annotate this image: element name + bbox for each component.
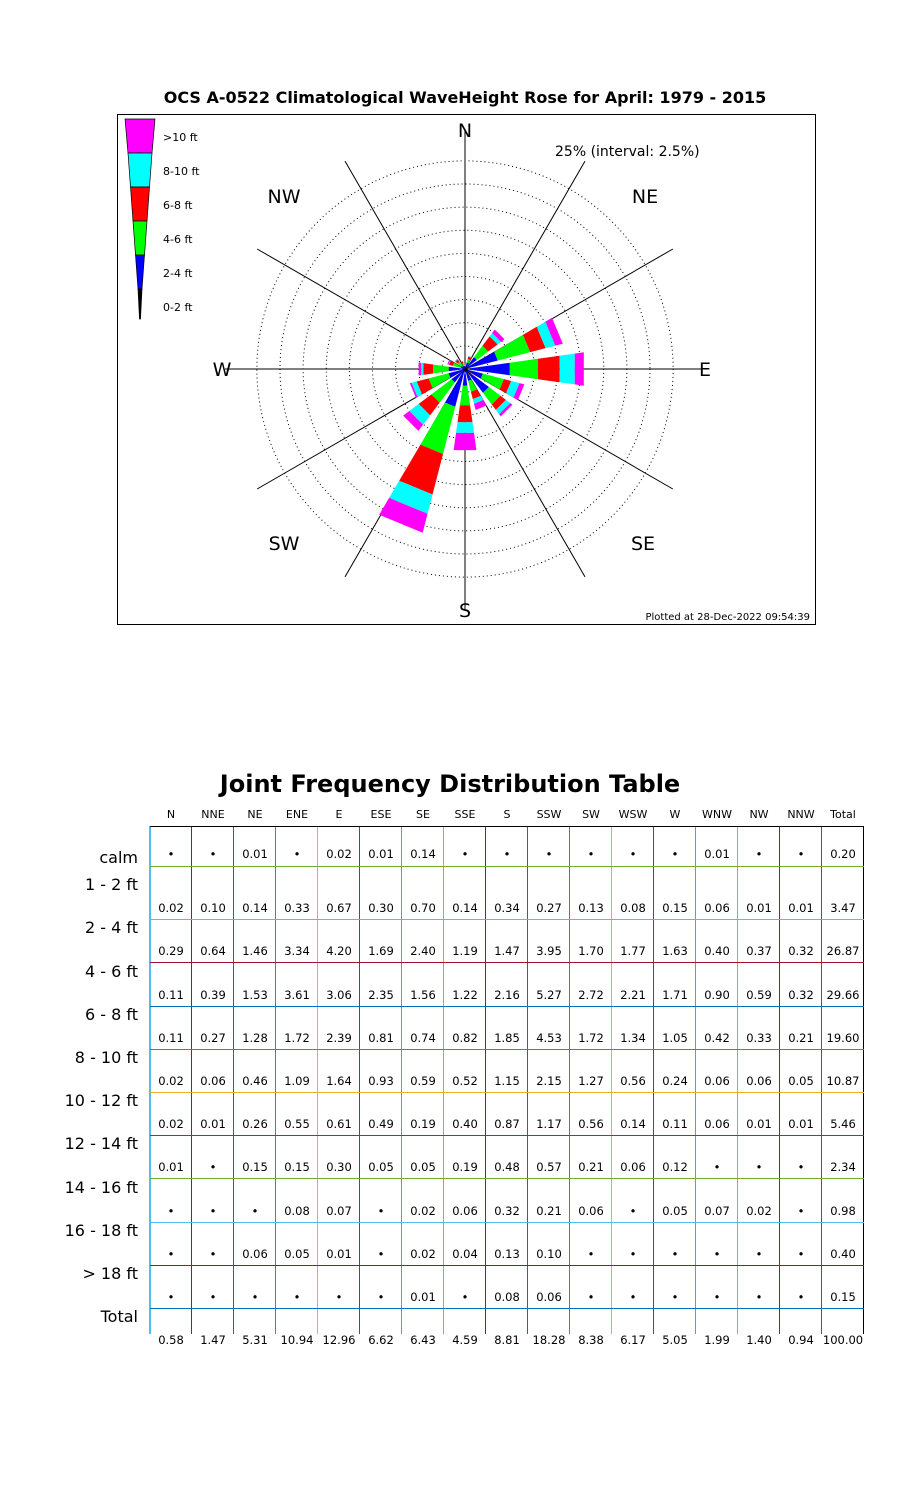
column-header: SW [582,808,600,821]
table-cell: 0.01 [200,1117,226,1132]
table-cell: 1.56 [410,987,436,1002]
grid-line [150,919,864,920]
table-cell: • [671,847,679,861]
table-cell: 5.31 [242,1333,268,1348]
table-cell: 0.02 [158,1074,184,1088]
table-cell: 0.06 [620,1160,646,1175]
rose-bar-e-bin5 [575,352,584,385]
rose-bar-s-bin3 [458,405,473,422]
table-cell: • [377,1246,385,1261]
table-cell: 0.14 [410,847,436,861]
table-cell: • [587,1290,595,1304]
table-cell: 0.06 [200,1074,226,1088]
rose-title: OCS A-0522 Climatological WaveHeight Rose for April: 1979 - 2015 [163,88,767,107]
table-cell: 5.05 [662,1333,688,1348]
legend-label: 4-6 ft [163,233,193,246]
table-cell: 0.64 [200,944,226,959]
table-cell: 0.06 [578,1203,604,1218]
table-cell: 0.32 [788,944,814,959]
table-cell: 0.06 [704,901,730,916]
table-cell: 0.11 [662,1117,688,1132]
table-cell: 1.72 [578,1030,604,1045]
table-cell: 4.53 [536,1030,562,1045]
table-cell: • [671,1290,679,1304]
table-cell: 3.47 [830,901,856,916]
table-cell: 0.01 [704,847,730,861]
table-cell: 0.14 [620,1117,646,1132]
table-cell: • [209,1160,217,1175]
table-cell: 0.01 [788,901,814,916]
plot-timestamp: Plotted at 28-Dec-2022 09:54:39 [645,612,810,623]
table-cell: 10.94 [280,1333,314,1348]
compass-label-nw: NW [267,186,301,208]
table-cell: 0.15 [662,901,688,916]
rose-bar-s-bin4 [456,422,474,433]
table-cell: 2.35 [368,987,394,1002]
table-cell: 0.19 [452,1160,478,1175]
row-label: 6 - 8 ft [84,1004,138,1024]
table-cell: 2.34 [830,1160,856,1175]
table-cell: • [209,847,217,861]
table-cell: 0.11 [158,1030,184,1045]
legend-label: 0-2 ft [163,301,193,314]
table-cell: 2.15 [536,1074,562,1088]
table-cell: 0.01 [788,1117,814,1132]
table-cell: 0.70 [410,901,436,916]
table-cell: • [797,1203,805,1218]
table-cell: 0.56 [620,1074,646,1088]
table-cell: 1.53 [242,987,268,1002]
table-cell: • [755,1290,763,1304]
table-cell: 0.01 [326,1246,352,1261]
table-cell: 4.20 [326,944,352,959]
table-cell: 0.05 [788,1074,814,1088]
column-header: W [669,808,681,821]
table-cell: 0.02 [326,847,352,861]
table-cell: 0.90 [704,987,730,1002]
table-cell: 1.27 [578,1074,604,1088]
table-cell: 0.24 [662,1074,688,1088]
column-header: WSW [618,808,648,821]
table-cell: 0.21 [788,1030,814,1045]
table-cell: 0.48 [494,1160,520,1175]
table-cell: 0.04 [452,1246,478,1261]
table-cell: 1.05 [662,1030,688,1045]
table-cell: • [755,1160,763,1175]
table-cell: 29.66 [826,987,860,1002]
row-label: 1 - 2 ft [84,875,138,895]
table-cell: 0.01 [158,1160,184,1175]
table-cell: 0.55 [284,1117,310,1132]
table-cell: 0.02 [410,1203,436,1218]
table-cell: 1.19 [452,944,478,959]
table-cell: 0.10 [200,901,226,916]
grid-line [150,962,864,963]
row-label: 4 - 6 ft [84,961,138,981]
table-cell: 1.99 [704,1333,730,1348]
table-cell: 0.05 [662,1203,688,1218]
rose-bar-n-bin2 [464,365,465,366]
rose-bar-w-bin4 [421,363,423,375]
table-cell: 6.62 [368,1333,394,1348]
table-cell: 0.07 [704,1203,730,1218]
table-cell: 0.19 [410,1117,436,1132]
column-header: NNE [201,808,225,821]
table-cell: 0.06 [242,1246,268,1261]
table-cell: 1.34 [620,1030,646,1045]
table-cell: 0.02 [410,1246,436,1261]
table-cell: 1.63 [662,944,688,959]
rose-bar-n-bin3 [464,364,465,365]
table-cell: 0.37 [746,944,772,959]
table-cell: 100.00 [822,1333,864,1348]
table-cell: 0.26 [242,1117,268,1132]
table-cell: 0.01 [368,847,394,861]
table-cell: 19.60 [826,1030,860,1045]
table-cell: 0.40 [704,944,730,959]
table-cell: 1.85 [494,1030,520,1045]
legend-swatch [125,119,155,153]
rose-bar-s-bin2 [460,386,470,406]
table-cell: 0.32 [494,1203,520,1218]
table-cell: 0.06 [536,1290,562,1304]
legend-label: 6-8 ft [163,199,193,212]
grid-line [150,826,864,827]
compass-label-sw: SW [268,533,300,555]
rose-bar-w-bin3 [423,363,433,375]
table-cell: 0.05 [410,1160,436,1175]
table-cell: 0.15 [284,1160,310,1175]
table-cell: 0.01 [242,847,268,861]
table-cell: 0.01 [746,1117,772,1132]
table-cell: 0.52 [452,1074,478,1088]
grid-line [150,1049,864,1050]
column-header: S [503,808,511,821]
table-cell: 0.01 [746,901,772,916]
table-cell: 0.05 [284,1246,310,1261]
table-cell: 2.16 [494,987,520,1002]
table-cell: 26.87 [826,944,860,959]
table-cell: • [797,1290,805,1304]
table-cell: 1.70 [578,944,604,959]
table-cell: 0.82 [452,1030,478,1045]
table-cell: 10.87 [826,1074,860,1088]
grid-spoke [345,161,465,369]
table-cell: 3.34 [284,944,310,959]
table-cell: 6.43 [410,1333,436,1348]
table-cell: • [587,847,595,861]
table-cell: 0.06 [746,1074,772,1088]
table-cell: 2.39 [326,1030,352,1045]
table-cell: • [167,847,175,861]
table-cell: • [545,847,553,861]
table-cell: • [209,1246,217,1261]
rose-bar-e-bin4 [560,354,575,385]
table-cell: 3.95 [536,944,562,959]
table-cell: 0.13 [494,1246,520,1261]
table-cell: 0.02 [746,1203,772,1218]
table-cell: • [503,847,511,861]
table-cell: 4.59 [452,1333,478,1348]
table-title: Joint Frequency Distribution Table [219,770,681,798]
row-label: 8 - 10 ft [74,1048,138,1067]
table-cell: 0.59 [410,1074,436,1088]
table-cell: • [713,1160,721,1175]
column-header: Total [830,808,856,821]
table-cell: 0.42 [704,1030,730,1045]
grid-line [150,1135,864,1136]
legend-swatch [136,255,145,289]
table-cell: 0.30 [326,1160,352,1175]
grid-line [150,1006,864,1007]
table-cell: 0.87 [494,1117,520,1132]
table-cell: 1.77 [620,944,646,959]
table-cell: • [755,847,763,861]
table-cell: 0.33 [284,901,310,916]
table-cell: 0.02 [158,1117,184,1132]
column-header: SE [416,808,430,821]
table-cell: • [293,847,301,861]
column-header: NNW [787,808,815,821]
table-cell: • [587,1246,595,1261]
table-cell: 0.14 [452,901,478,916]
grid-line [150,1265,864,1266]
table-cell: 1.40 [746,1333,772,1348]
grid-line [150,1222,864,1223]
table-cell: 1.64 [326,1074,352,1088]
column-header: NE [247,808,263,821]
column-header: ESE [370,808,392,821]
legend-label: 2-4 ft [163,267,193,280]
table-cell: 0.10 [536,1246,562,1261]
table-cell: • [713,1246,721,1261]
table-cell: 1.09 [284,1074,310,1088]
table-cell: 0.30 [368,901,394,916]
table-cell: • [713,1290,721,1304]
column-header: NW [749,808,769,821]
table-cell: 0.06 [704,1117,730,1132]
table-cell: 0.34 [494,901,520,916]
table-cell: 0.49 [368,1117,394,1132]
legend-swatch [133,221,147,255]
table-cell: • [377,1203,385,1218]
table-cell: 0.05 [368,1160,394,1175]
table-cell: 0.33 [746,1030,772,1045]
table-cell: 0.39 [200,987,226,1002]
table-cell: 0.12 [662,1160,688,1175]
table-cell: 0.98 [830,1203,856,1218]
table-cell: • [671,1246,679,1261]
table-cell: 0.02 [158,901,184,916]
table-cell: 0.94 [788,1333,814,1348]
table-cell: 0.06 [704,1074,730,1088]
rose-bar-e-bin2 [510,359,538,379]
table-cell: 0.61 [326,1117,352,1132]
table-cell: 0.27 [536,901,562,916]
table-cell: • [461,847,469,861]
table-cell: • [167,1290,175,1304]
compass-label-w: W [212,359,232,381]
table-cell: • [251,1203,259,1218]
table-cell: • [167,1246,175,1261]
rose-bar-s-bin5 [454,433,477,450]
table-cell: 0.07 [326,1203,352,1218]
table-cell: 2.40 [410,944,436,959]
table-cell: 0.46 [242,1074,268,1088]
legend-label: >10 ft [163,131,198,144]
table-cell: 0.08 [494,1290,520,1304]
table-cell: 0.15 [242,1160,268,1175]
table-cell: 0.21 [536,1203,562,1218]
table-cell: 0.93 [368,1074,394,1088]
legend-swatch [131,187,150,221]
legend-label: 8-10 ft [163,165,200,178]
table-cell: • [629,1203,637,1218]
table-cell: 0.58 [158,1333,184,1348]
table-cell: 1.17 [536,1117,562,1132]
column-header: E [335,808,343,821]
table-cell: 0.08 [620,901,646,916]
table-cell: 0.01 [410,1290,436,1304]
table-cell: 0.57 [536,1160,562,1175]
table-cell: 1.46 [242,944,268,959]
table-cell: • [797,1246,805,1261]
table-cell: 1.28 [242,1030,268,1045]
table-cell: • [167,1203,175,1218]
grid-line [150,1092,864,1093]
table-cell: 0.21 [578,1160,604,1175]
legend-swatch [128,153,152,187]
table-cell: 18.28 [532,1333,566,1348]
table-cell: 5.27 [536,987,562,1002]
grid-line [150,866,864,867]
compass-label-ne: NE [631,186,659,208]
row-label: > 18 ft [82,1264,138,1283]
table-cell: 6.17 [620,1333,646,1348]
row-label: 2 - 4 ft [84,918,138,938]
table-cell: • [377,1290,385,1304]
table-cell: • [335,1290,343,1304]
column-header: ENE [285,808,309,821]
row-label: 12 - 14 ft [64,1134,138,1154]
table-cell: 12.96 [322,1333,356,1348]
rose-bar-w-bin2 [433,365,449,374]
table-cell: 0.14 [242,901,268,916]
table-cell: 0.40 [830,1246,856,1261]
compass-label-se: SE [630,533,656,555]
column-header: WNW [702,808,732,821]
column-header: SSW [536,808,562,821]
scale-label: 25% (interval: 2.5%) [555,144,700,160]
table-cell: 5.46 [830,1117,856,1132]
table-cell: • [629,847,637,861]
table-cell: • [209,1203,217,1218]
table-cell: 0.11 [158,987,184,1002]
row-label: 16 - 18 ft [64,1220,138,1240]
compass-label-s: S [458,600,472,622]
table-cell: 2.72 [578,987,604,1002]
compass-label-n: N [457,120,473,142]
table-cell: • [251,1290,259,1304]
table-cell: 1.71 [662,987,688,1002]
table-cell: 0.27 [200,1030,226,1045]
table-cell: • [755,1246,763,1261]
table-cell: 1.22 [452,987,478,1002]
table-cell: • [461,1290,469,1304]
grid-line [150,1178,864,1179]
table-cell: 1.47 [494,944,520,959]
grid-line [150,1308,864,1309]
table-cell: 1.72 [284,1030,310,1045]
table-cell: 8.38 [578,1333,604,1348]
table-cell: 3.06 [326,987,352,1002]
table-cell: 0.40 [452,1117,478,1132]
table-cell: 2.21 [620,987,646,1002]
table-cell: • [209,1290,217,1304]
row-label: 10 - 12 ft [64,1091,138,1111]
legend-swatch [138,289,142,319]
table-cell: • [629,1290,637,1304]
table-cell: 0.67 [326,901,352,916]
table-cell: 1.69 [368,944,394,959]
table-cell: • [629,1246,637,1261]
table-cell: 0.56 [578,1117,604,1132]
compass-label-e: E [698,359,712,381]
table-cell: 0.29 [158,944,184,959]
grid-spoke [257,249,465,369]
table-cell: • [293,1290,301,1304]
table-cell: 0.06 [452,1203,478,1218]
column-header: N [166,808,176,821]
table-cell: 0.74 [410,1030,436,1045]
table-cell: 3.61 [284,987,310,1002]
table-cell: 0.08 [284,1203,310,1218]
rose-bar-w-bin5 [419,362,422,375]
rose-bar-e-bin3 [538,356,560,383]
table-cell: 0.32 [788,987,814,1002]
row-label: Total [100,1307,138,1327]
table-cell: 0.59 [746,987,772,1002]
row-label: calm [99,848,138,867]
row-label: 14 - 16 ft [64,1177,138,1197]
table-cell: 0.13 [578,901,604,916]
table-cell: 1.47 [200,1333,226,1348]
column-header: SSE [454,808,476,821]
table-cell: 1.15 [494,1074,520,1088]
table-cell: 0.81 [368,1030,394,1045]
table-cell: • [797,847,805,861]
table-cell: 0.15 [830,1290,856,1304]
table-cell: 8.81 [494,1333,520,1348]
table-cell: 0.20 [830,847,856,861]
table-cell: • [797,1160,805,1175]
